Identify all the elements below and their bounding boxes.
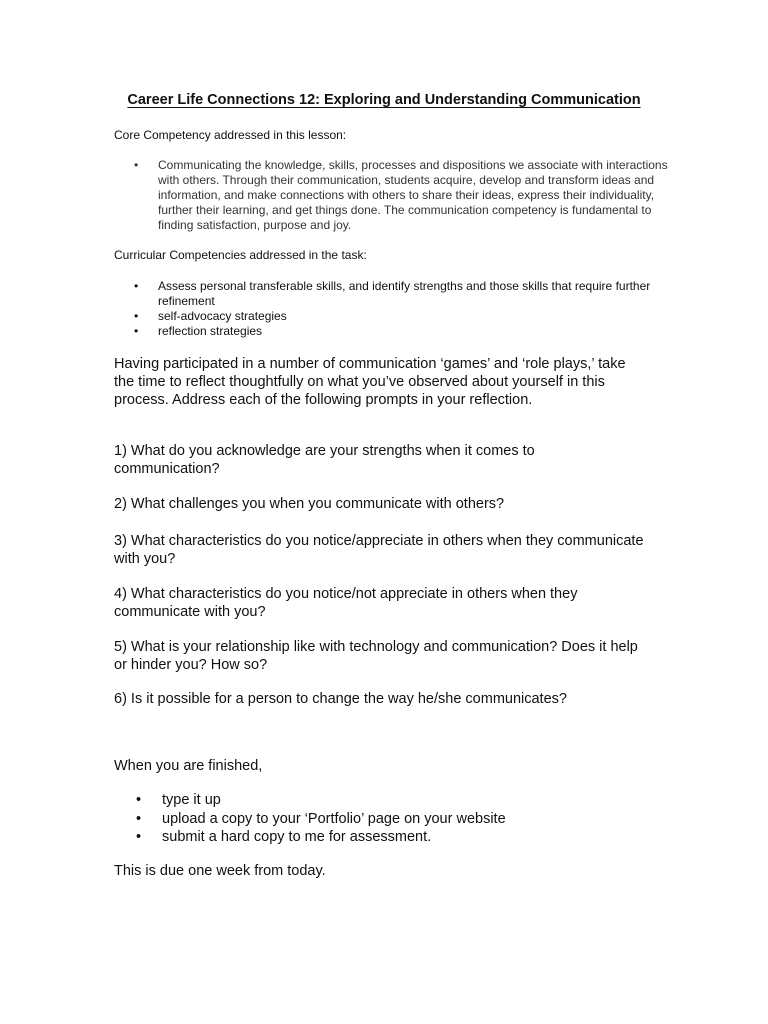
document-title: Career Life Connections 12: Exploring and Understanding Communication [127, 92, 641, 108]
bullet-icon: • [134, 279, 139, 293]
list-item: • Communicating the knowledge, skills, processes and dispositions we associate with interactions with others. Through their communication, students acquire, develop and transform ideas and information, and make connections with others to share their ideas, express their individuality, further their learning, and get things done. The communication competency is fundamental to finding satisfaction, purpose and joy. [134, 158, 668, 232]
bullet-icon: • [134, 158, 139, 172]
list-item: • submit a hard copy to me for assessment. [136, 829, 432, 845]
curricular-competencies-list [114, 279, 674, 339]
core-competency-label: Core Competency addressed in this lesson: [114, 128, 347, 142]
bullet-icon: • [134, 324, 139, 338]
list-item: • reflection strategies [134, 324, 263, 338]
bullet-icon: • [136, 792, 142, 808]
finished-steps-list [114, 791, 644, 847]
bullet-icon: • [134, 309, 139, 323]
curricular-competencies-label: Curricular Competencies addressed in the task: [114, 248, 367, 262]
list-item: • upload a copy to your ‘Portfolio’ page on your website [136, 810, 506, 827]
bullet-icon: • [136, 829, 142, 845]
question-4: 4) What characteristics do you notice/not appreciate in others when they communicate with you? [114, 586, 578, 620]
question-2: 2) What challenges you when you communicate with others? [114, 496, 505, 512]
finished-label: When you are finished, [114, 758, 263, 774]
question-1: 1) What do you acknowledge are your strengths when it comes to communication? [114, 443, 535, 477]
list-item: • Assess personal transferable skills, and identify strengths and those skills that require further refinement [134, 279, 651, 308]
list-item: • type it up [136, 792, 221, 808]
question-6: 6) Is it possible for a person to change the way he/she communicates? [114, 691, 567, 707]
list-item: • self-advocacy strategies [134, 309, 287, 323]
question-5: 5) What is your relationship like with technology and communication? Does it help or hinder you? How so? [114, 639, 638, 673]
intro-paragraph: Having participated in a number of communication ‘games’ and ‘role plays,’ take the time to reflect thoughtfully on what you’ve observed about yourself in this process. Address each of the following prompts in your reflection. [114, 356, 626, 408]
core-competency-list [114, 158, 674, 233]
bullet-icon: • [136, 810, 142, 827]
question-3: 3) What characteristics do you notice/appreciate in others when they communicate with you? [114, 533, 644, 567]
due-date-note: This is due one week from today. [114, 863, 326, 879]
